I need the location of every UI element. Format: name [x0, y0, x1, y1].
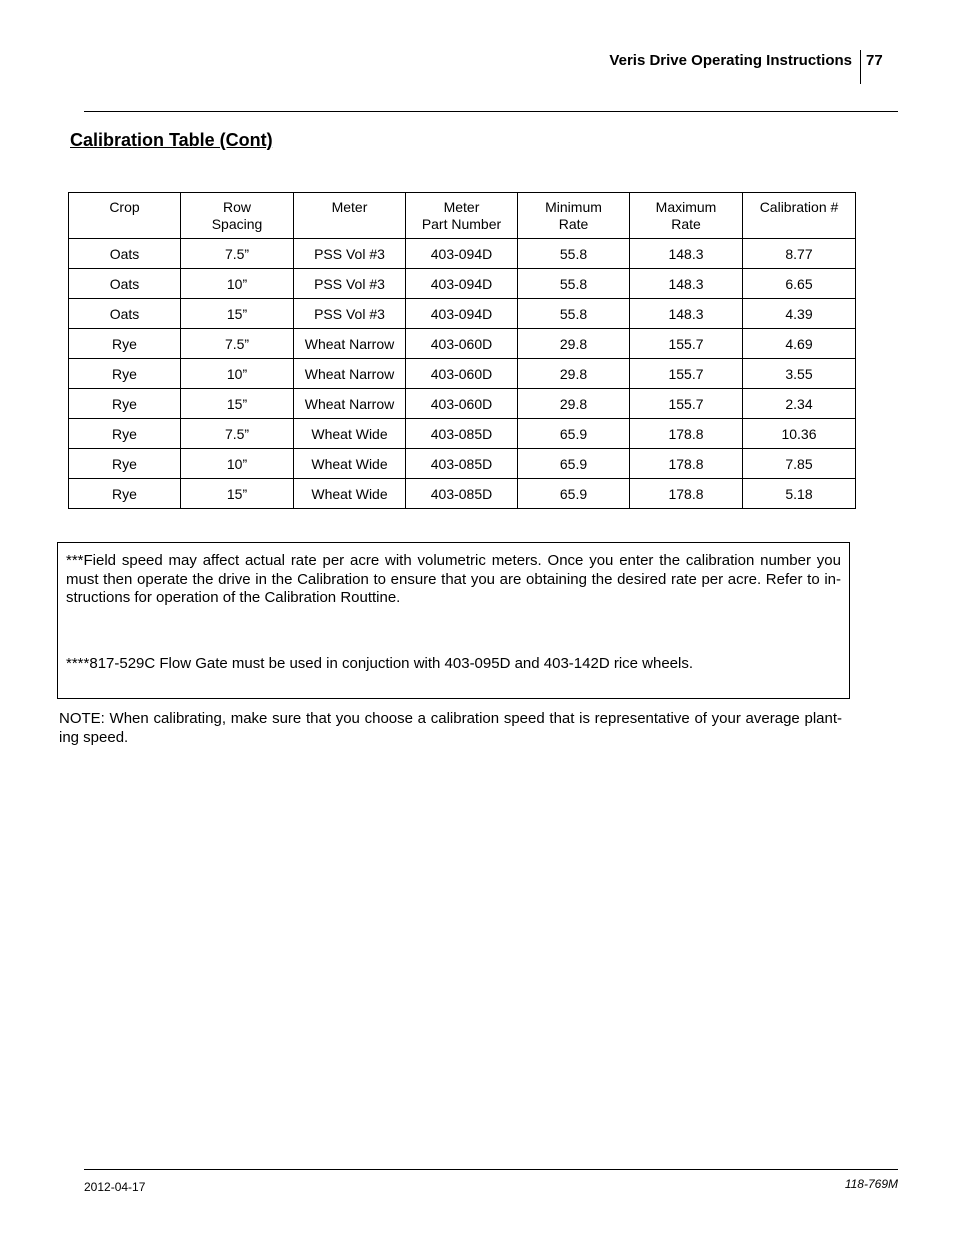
footer-document-number: 118-769M: [844, 1177, 898, 1191]
header-calibration-number: [743, 193, 856, 239]
field-speed-note: ***Field speed may affect actual rate per acre with volumetric meters. Once you enter the calibration number you must then operate the drive in the Calibration to ensure that you are obtaining the desired rate per acre. Refer to in-structions for operation of the Calibration Routtine.: [66, 552, 841, 606]
page-number: 77: [866, 52, 883, 69]
cell-part-number: 403-060D: [406, 389, 518, 419]
cell-crop: Rye: [69, 389, 181, 419]
header-row-spacing: [181, 193, 294, 239]
cell-minimum-rate: 29.8: [518, 389, 630, 419]
calibration-table: [68, 192, 856, 509]
table-row: [69, 329, 856, 359]
cell-calibration-number: 7.85: [743, 449, 856, 479]
header-calibration-number-label: Calibration #: [759, 199, 839, 215]
cell-maximum-rate: 178.8: [630, 419, 743, 449]
table-row: [69, 239, 856, 269]
cell-crop: Rye: [69, 359, 181, 389]
cell-minimum-rate: 29.8: [518, 329, 630, 359]
cell-minimum-rate: 55.8: [518, 239, 630, 269]
cell-crop: Oats: [69, 239, 181, 269]
header-minimum-rate: [518, 193, 630, 239]
cell-row-spacing: 7.5”: [181, 329, 294, 359]
cell-row-spacing: 7.5”: [181, 239, 294, 269]
cell-maximum-rate: 178.8: [630, 449, 743, 479]
cell-meter: Wheat Narrow: [294, 329, 406, 359]
footer-date: 2012-04-17: [84, 1180, 146, 1194]
cell-minimum-rate: 65.9: [518, 449, 630, 479]
cell-meter: Wheat Narrow: [294, 389, 406, 419]
cell-meter: Wheat Narrow: [294, 359, 406, 389]
table-row: [69, 359, 856, 389]
cell-maximum-rate: 155.7: [630, 389, 743, 419]
cell-calibration-number: 5.18: [743, 479, 856, 509]
cell-minimum-rate: 29.8: [518, 359, 630, 389]
header-minimum-rate-line1: Minimum: [545, 199, 602, 215]
header-meter-label: Meter: [331, 199, 368, 215]
cell-part-number: 403-060D: [406, 359, 518, 389]
header-rule: [84, 111, 898, 112]
header-meter: [294, 193, 406, 239]
cell-part-number: 403-085D: [406, 419, 518, 449]
cell-meter: PSS Vol #3: [294, 269, 406, 299]
cell-row-spacing: 10”: [181, 449, 294, 479]
cell-maximum-rate: 155.7: [630, 329, 743, 359]
table-row: [69, 389, 856, 419]
table-row: [69, 269, 856, 299]
cell-calibration-number: 6.65: [743, 269, 856, 299]
cell-minimum-rate: 65.9: [518, 419, 630, 449]
section-title: Calibration Table (Cont): [70, 130, 273, 150]
flow-gate-note: ****817-529C Flow Gate must be used in conjuction with 403-095D and 403-142D rice wheels.: [66, 654, 694, 672]
table-row: [69, 479, 856, 509]
cell-meter: PSS Vol #3: [294, 299, 406, 329]
running-header-title: Veris Drive Operating Instructions: [609, 52, 852, 69]
cell-calibration-number: 3.55: [743, 359, 856, 389]
cell-row-spacing: 10”: [181, 269, 294, 299]
header-row-spacing-line1: Row: [222, 199, 251, 215]
header-meter-part-number: [406, 193, 518, 239]
cell-row-spacing: 10”: [181, 359, 294, 389]
cell-maximum-rate: 148.3: [630, 269, 743, 299]
cell-part-number: 403-094D: [406, 239, 518, 269]
header-maximum-rate-line2: Rate: [671, 216, 701, 232]
cell-meter: Wheat Wide: [294, 419, 406, 449]
cell-minimum-rate: 65.9: [518, 479, 630, 509]
cell-crop: Rye: [69, 479, 181, 509]
header-meter-part-number-line1: Meter: [443, 199, 480, 215]
cell-meter: Wheat Wide: [294, 449, 406, 479]
cell-crop: Oats: [69, 269, 181, 299]
header-divider: [860, 50, 861, 84]
cell-minimum-rate: 55.8: [518, 299, 630, 329]
cell-crop: Oats: [69, 299, 181, 329]
cell-crop: Rye: [69, 329, 181, 359]
cell-part-number: 403-060D: [406, 329, 518, 359]
cell-part-number: 403-094D: [406, 269, 518, 299]
header-minimum-rate-line2: Rate: [558, 216, 589, 232]
header-row-spacing-line2: Spacing: [211, 216, 263, 232]
table-row: [69, 299, 856, 329]
cell-part-number: 403-094D: [406, 299, 518, 329]
calibration-speed-note: NOTE: When calibrating, make sure that you choose a calibration speed that is representative of your average plant-ing speed.: [59, 710, 842, 746]
cell-calibration-number: 4.39: [743, 299, 856, 329]
cell-row-spacing: 15”: [181, 389, 294, 419]
header-maximum-rate: [630, 193, 743, 239]
table-header: [69, 193, 856, 239]
header-maximum-rate-line1: Maximum: [655, 199, 717, 215]
cell-row-spacing: 7.5”: [181, 419, 294, 449]
cell-meter: PSS Vol #3: [294, 239, 406, 269]
cell-part-number: 403-085D: [406, 449, 518, 479]
cell-meter: Wheat Wide: [294, 479, 406, 509]
header-crop: [69, 193, 181, 239]
cell-calibration-number: 10.36: [743, 419, 856, 449]
notes-box: [57, 542, 850, 699]
cell-calibration-number: 2.34: [743, 389, 856, 419]
cell-maximum-rate: 155.7: [630, 359, 743, 389]
cell-crop: Rye: [69, 449, 181, 479]
header-meter-part-number-line2: Part Number: [421, 216, 502, 232]
cell-minimum-rate: 55.8: [518, 269, 630, 299]
cell-calibration-number: 8.77: [743, 239, 856, 269]
cell-part-number: 403-085D: [406, 479, 518, 509]
table-row: [69, 449, 856, 479]
cell-row-spacing: 15”: [181, 299, 294, 329]
table-header-row: [69, 193, 856, 239]
table-row: [69, 419, 856, 449]
cell-calibration-number: 4.69: [743, 329, 856, 359]
cell-maximum-rate: 148.3: [630, 299, 743, 329]
header-crop-label: Crop: [109, 199, 140, 215]
table-body: [69, 239, 856, 509]
footer-rule: [84, 1169, 898, 1170]
cell-crop: Rye: [69, 419, 181, 449]
cell-maximum-rate: 178.8: [630, 479, 743, 509]
cell-row-spacing: 15”: [181, 479, 294, 509]
cell-maximum-rate: 148.3: [630, 239, 743, 269]
